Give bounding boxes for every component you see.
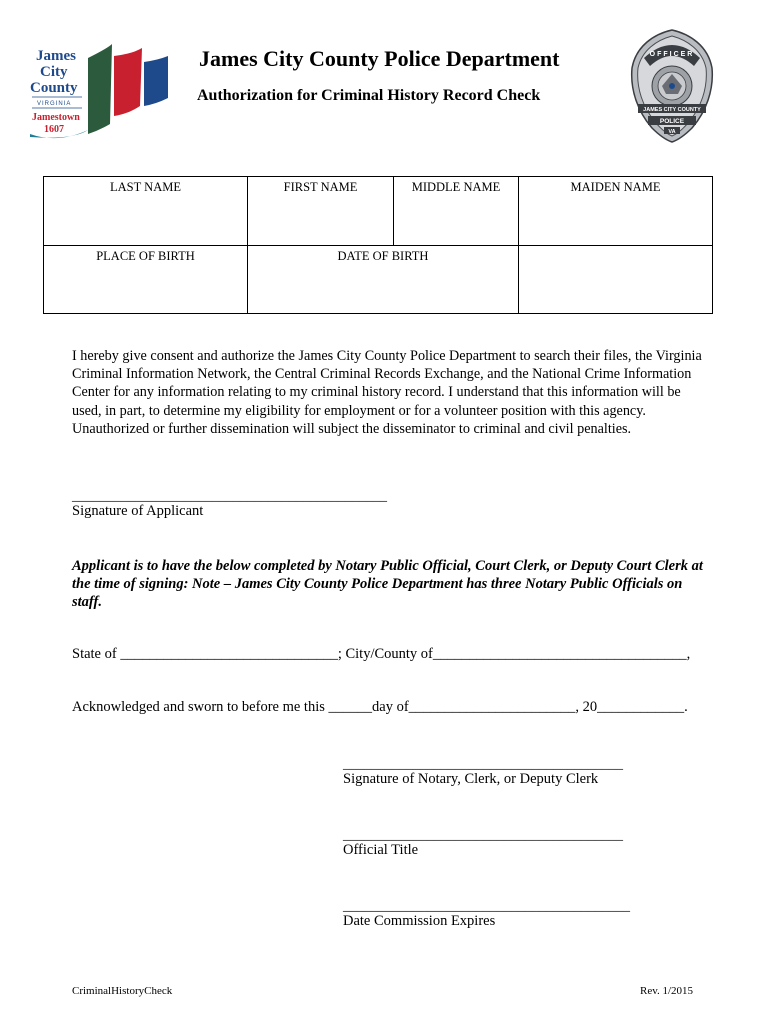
notary-signature-line[interactable]: ________________________________________ — [343, 757, 623, 772]
first-name-label: FIRST NAME — [283, 180, 358, 194]
commission-expires-line[interactable]: _________________________________________ — [343, 899, 630, 914]
official-title-line[interactable]: ________________________________________ — [343, 828, 623, 843]
page-title: James City County Police Department — [199, 46, 560, 71]
county-logo — [28, 36, 178, 146]
table-row — [44, 177, 713, 246]
badge-top-text: OFFICER — [649, 51, 695, 58]
table-row — [44, 245, 713, 314]
maiden-name-field[interactable] — [519, 177, 713, 246]
police-badge — [630, 28, 714, 144]
state-city-line[interactable]: State of ______________________________; City/County of___________________________________, — [72, 646, 691, 662]
badge-bottom-text: POLICE — [659, 118, 685, 125]
logo-state: VIRGINIA — [37, 101, 72, 107]
middle-name-field[interactable] — [394, 177, 519, 246]
applicant-signature-label: Signature of Applicant — [72, 503, 204, 519]
logo-year: 1607 — [44, 124, 64, 135]
last-name-label: LAST NAME — [110, 180, 181, 194]
date-of-birth-label: DATE OF BIRTH — [337, 248, 429, 263]
applicant-signature-line[interactable]: _____________________________________________ — [72, 489, 387, 504]
consent-paragraph: I hereby give consent and authorize the James City County Police Department to search their files, the Virginia Criminal Information Network, the Central Criminal Records Exchange, and the National Crime Information Center for any information relating to my criminal history record. I understand that this information will be used, in part, to determine my eligibility for employment or for a volunteer position with this agency. Unauthorized or further dissemination will subject the disseminator to criminal and civil penalties. — [72, 348, 702, 437]
logo-line2: City — [40, 64, 68, 80]
place-of-birth-field[interactable] — [44, 245, 248, 314]
footer-revision: Rev. 1/2015 — [640, 985, 694, 997]
applicant-info-table — [43, 176, 713, 314]
blank-field[interactable] — [519, 245, 713, 314]
maiden-name-label: MAIDEN NAME — [570, 180, 661, 194]
logo-place: Jamestown — [32, 112, 80, 123]
first-name-field[interactable] — [248, 177, 394, 246]
date-of-birth-field[interactable] — [248, 245, 519, 314]
logo-line1: James — [36, 48, 76, 64]
acknowledged-line[interactable]: Acknowledged and sworn to before me this ______day of_______________________, 20____________. — [72, 699, 688, 715]
logo-line3: County — [30, 80, 78, 96]
commission-expires-label: Date Commission Expires — [343, 913, 496, 929]
badge-ring-text: JAMES CITY COUNTY — [643, 107, 701, 113]
notary-signature-label: Signature of Notary, Clerk, or Deputy Clerk — [343, 771, 599, 787]
official-title-label: Official Title — [343, 842, 419, 858]
footer-doc-name: CriminalHistoryCheck — [72, 985, 173, 997]
last-name-field[interactable] — [44, 177, 248, 246]
badge-state-abbr: VA — [668, 129, 676, 135]
place-of-birth-label: PLACE OF BIRTH — [96, 248, 195, 263]
page-subtitle: Authorization for Criminal History Record Check — [197, 87, 541, 104]
notary-instruction: Applicant is to have the below completed by Notary Public Official, Court Clerk, or Deputy Court Clerk at the time of signing: Note – James City County Police Department has three Notary Public Officials on staff. — [72, 558, 703, 611]
middle-name-label: MIDDLE NAME — [411, 180, 501, 194]
